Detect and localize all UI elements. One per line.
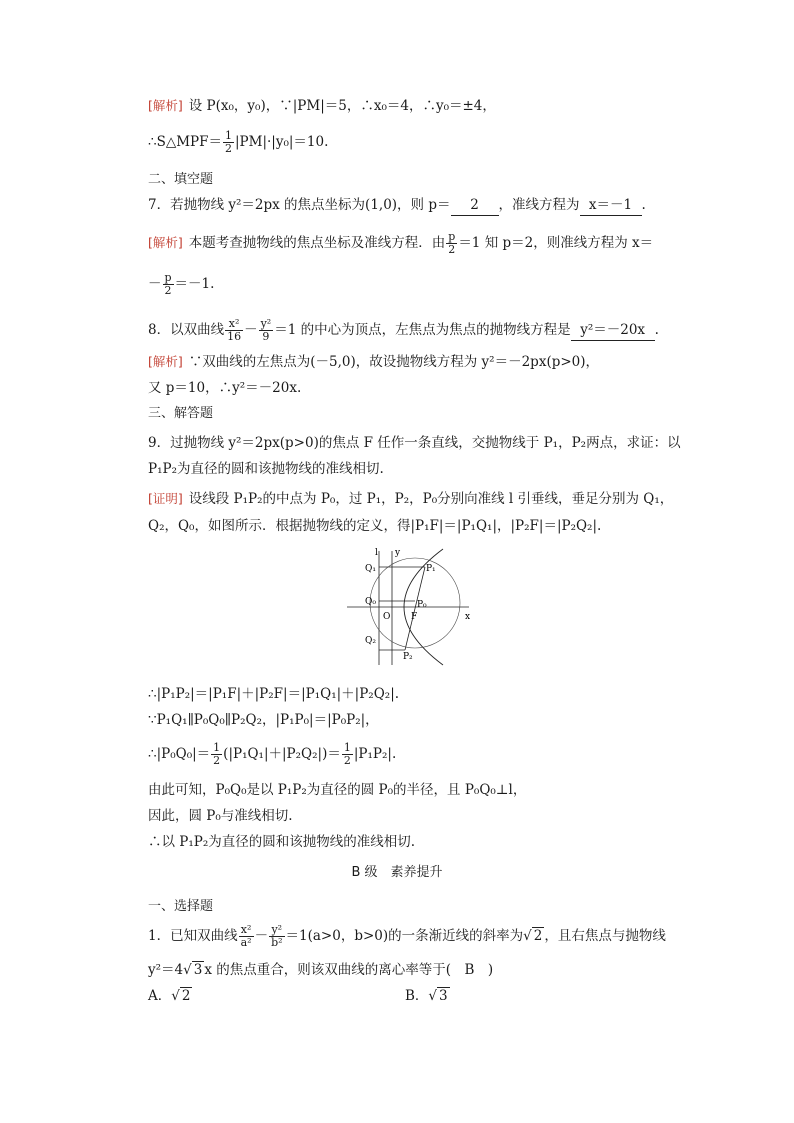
answer-blank-parabola: y²＝－20x [571, 320, 655, 341]
proof9-line8: ∴以 P₁P₂为直径的圆和该抛物线的准线相切. [148, 834, 416, 850]
label-P0: P₀ [417, 600, 427, 610]
sol8-line1: [解析] ∵双曲线的左焦点为(－5,0)，故设抛物线方程为 y²＝－2px(p>0)， [148, 354, 600, 370]
question-9-line2: P₁P₂为直径的圆和该抛物线的准线相切. [148, 461, 384, 477]
question-8: 8．以双曲线 $\frac{\text{x²}}{16}$ － $\frac{\text{y²}}{9}$ ＝1 的中心为顶点，左焦点为焦点的抛物线方程是 y²＝－20x . [148, 317, 659, 343]
answer-blank-p: 2 [451, 195, 499, 216]
sqrt-2: 2 [533, 928, 543, 944]
label-P2: P₂ [403, 652, 413, 662]
sol7-line2: － $\frac{p}{2}$ ＝－1. [148, 271, 215, 297]
section-heading-choice: 一、选择题 [148, 899, 214, 914]
section-heading-answer: 三、解答题 [148, 406, 214, 421]
sqrt-3: 3 [193, 962, 203, 978]
label-F: F [411, 612, 418, 622]
parabola-figure [345, 545, 475, 670]
fraction-x2-16: $\frac{\text{x²}}{16}$ [227, 317, 242, 343]
option-a: A．√ 2 [148, 988, 191, 1004]
sol8-line2: 又 p＝10，∴y²＝－20x. [148, 380, 302, 396]
fraction-y2-b2: $\frac{\text{y²}}{\text{b²}}$ [271, 923, 283, 949]
proof9-line5: ∴|P₀Q₀|＝ $\frac{1}{2}$ (|P₁Q₁|＋|P₂Q₂|)＝ $\frac{1}{2}$ |P₁P₂|. [148, 741, 397, 767]
label-x: x [465, 612, 471, 622]
label-Q2: Q₂ [365, 636, 376, 646]
analysis-tag: [解析] [148, 354, 183, 369]
proof9-line1: [证明] 设线段 P₁P₂的中点为 P₀，过 P₁，P₂，P₀分别向准线 l 引垂线，垂足分别为 Q₁， [148, 491, 674, 507]
proof9-line7: 因此，圆 P₀与准线相切. [148, 808, 293, 824]
sol6-text2b: |PM|·|y₀|＝10. [235, 134, 329, 150]
fraction-x2-a2: $\frac{\text{x²}}{\text{a²}}$ [240, 923, 252, 949]
question-9-line1: 9．过抛物线 y²＝2px(p>0)的焦点 F 任作一条直线，交抛物线于 P₁，P₂两点，求证：以 [148, 435, 681, 451]
option-b: B．√ 3 [405, 988, 448, 1004]
proof-tag: [证明] [148, 491, 183, 506]
level-b-heading: B 级 素养提升 [351, 865, 443, 880]
label-l: l [375, 548, 378, 558]
sol6-text1: 设 P(x₀，y₀)，∵|PM|＝5，∴x₀＝4，∴y₀＝±4， [188, 98, 496, 114]
proof9-line4: ∵P₁Q₁∥P₀Q₀∥P₂Q₂，|P₁P₀|＝|P₀P₂|， [148, 712, 379, 728]
proof9-line6: 由此可知，P₀Q₀是以 P₁P₂为直径的圆 P₀的半径，且 P₀Q₀⊥l， [148, 782, 527, 798]
fraction-p-half: $\frac{p}{2}$ [164, 271, 172, 297]
fraction-p-half: $\frac{p}{2}$ [448, 230, 456, 256]
label-Q0: Q₀ [365, 597, 376, 607]
analysis-tag: [解析] [148, 98, 183, 113]
sol6-line1 [148, 96, 496, 116]
analysis-tag: [解析] [148, 235, 183, 250]
label-y: y [395, 548, 401, 558]
proof9-line3: ∴|P₁P₂|＝|P₁F|＋|P₂F|＝|P₁Q₁|＋|P₂Q₂|. [148, 686, 400, 702]
fraction-y2-9: $\frac{\text{y²}}{9}$ [260, 317, 272, 343]
answer-blank-directrix: x＝－1 [580, 195, 642, 216]
fraction-half: $\frac{1}{2}$ [343, 741, 351, 767]
sol7-line1: [解析] 本题考查抛物线的焦点坐标及准线方程．由 $\frac{p}{2}$ ＝1 知 p＝2，则准线方程为 x＝ [148, 230, 654, 256]
label-Q1: Q₁ [365, 564, 376, 574]
fraction-half: $\frac{1}{2}$ [225, 129, 232, 155]
circle-p0 [370, 558, 460, 648]
fraction-half: $\frac{1}{2}$ [213, 741, 221, 767]
label-O: O [383, 612, 391, 622]
sol6-line2 [148, 130, 328, 155]
proof9-line2: Q₂，Q₀，如图所示．根据抛物线的定义，得|P₁F|＝|P₁Q₁|，|P₂F|＝|P₂Q₂|. [148, 518, 602, 534]
section-heading-fill: 二、填空题 [148, 172, 214, 187]
label-P1: P₁ [426, 564, 436, 574]
question-b1-line1: 1．已知双曲线 $\frac{\text{x²}}{\text{a²}}$ － $\frac{\text{y²}}{\text{b²}}$ ＝1(a>0，b>0)的一条渐近线的斜率为√ 2 ，且右焦点与抛物线 [148, 923, 666, 949]
question-7: 7．若抛物线 y²＝2px 的焦点坐标为(1,0)，则 p＝ 2 ，准线方程为 x＝－1 . [148, 195, 646, 216]
question-b1-line2: y²＝4√ 3 x 的焦点重合，则该双曲线的离心率等于( B ) [148, 962, 494, 978]
sol6-text2a: ∴S△MPF＝ [148, 134, 222, 150]
